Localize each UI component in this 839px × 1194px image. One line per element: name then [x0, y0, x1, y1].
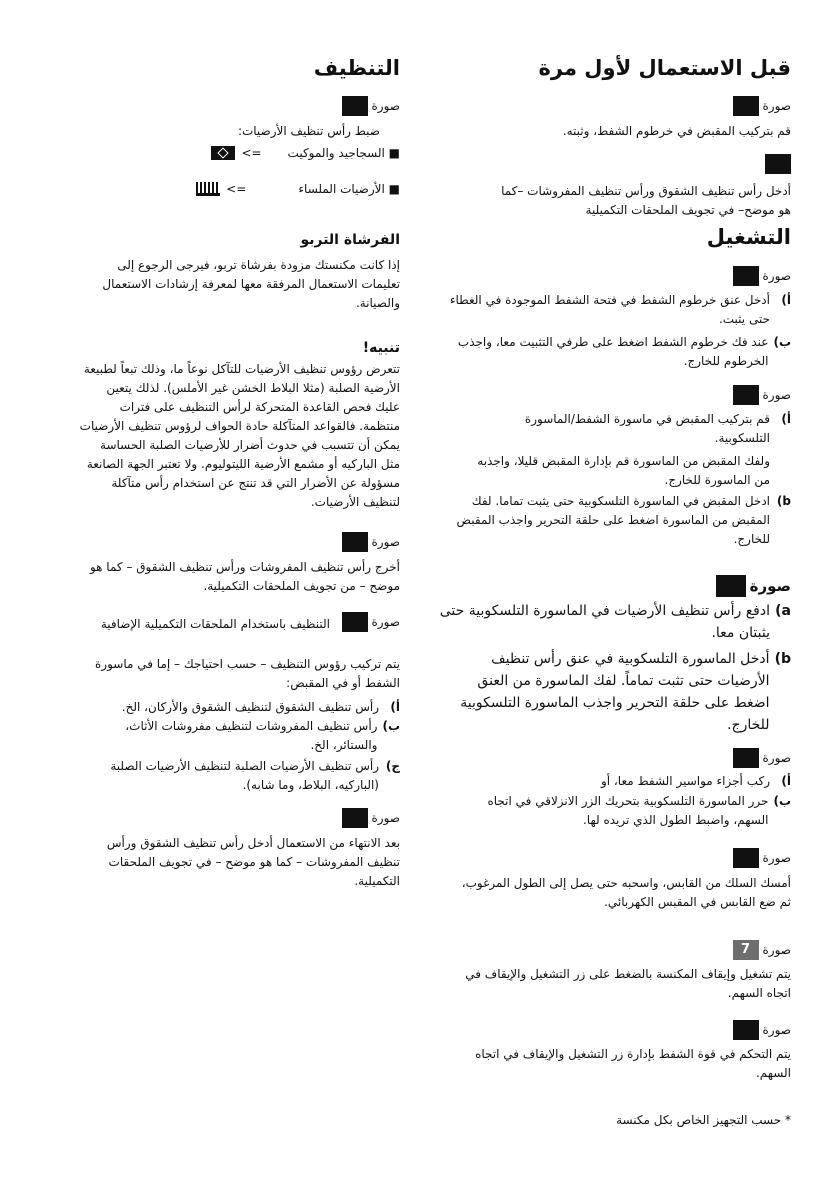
paragraph: تتعرض رؤوس تنظيف الأرضيات للتآكل نوعاً ما، وذلك تبعاً لطبيعة الأرضية الصلبة (مثلا البلاط الخشن غير الأملس). لذلك يتعين عليك فحص القاعدة المتحركة لرأس التنظيف على فترات منتظمة. فالقواعد المتآكلة حادة الحواف لرؤوس تنظيف الأرضيات يمكن أن تتسبب في حدوث أضرار للأرضيات الصلبة الحساسة مثل الباركيه أو مشمع الأرضية الليتوليوم. ولا تعتبر الجهة الصانعة مسؤولة عن الأضرار التي قد تنتج عن استخدام رأس متآكلة لتنظيف الأرضيات.: [79, 362, 400, 509]
figure-number-box: 7: [733, 940, 759, 960]
list-item: أ) ركب أجزاء مواسير الشفط معا، أو: [600, 774, 791, 788]
heading-turbo-brush: الفرشاة التربو: [300, 232, 400, 248]
figure-number-box: [733, 96, 759, 116]
list-item: أ) رأس تنظيف الشقوق لتنظيف الشقوق والأركان، الخ.: [121, 700, 400, 714]
list-item: أ) أدخل عنق خرطوم الشفط في فتحة الشفط الموجودة في الغطاء حتى يثبت.: [449, 293, 791, 326]
figure-label: صورة: [342, 532, 400, 552]
figure-number-box: [342, 532, 368, 552]
list-item: ب) حرر الماسورة التلسكوبية بتحريك الزر الانزلاقي في اتجاه السهم، واضبط الطول الذي تريده لها.: [487, 794, 791, 827]
figure-label: صورة: [716, 575, 791, 597]
figure-number-box: [733, 748, 759, 768]
figure-label: صورة: [733, 748, 791, 768]
figure-label: صورة: [733, 1020, 791, 1040]
paragraph: يتم تركيب رؤوس التنظيف – حسب احتياجك – إما في ماسورة الشفط أو في المقبض:: [95, 657, 400, 690]
list-item: b) أدخل الماسورة التلسكوبية في عنق رأس تنظيف الأرضيات حتى تثبت تماماً. لفك الماسورة من العنق اضغط على حلقة التحرير واجذب الماسورة التلسكوبية للخارج.: [460, 651, 791, 733]
figure-label: صورة: [733, 385, 791, 405]
figure-number-box: [342, 96, 368, 116]
paragraph: ضبط رأس تنظيف الأرضيات:: [237, 124, 380, 138]
figure-label: صورة: [342, 612, 400, 632]
paragraph: قم بتركيب المقبض في خرطوم الشفط، وثبته.: [562, 124, 791, 138]
figure-number-box: [716, 575, 746, 597]
smooth-floor-setting: ■ الأرضيات الملساء =>: [196, 182, 400, 196]
carpet-mode-icon: [211, 146, 235, 160]
smooth-floor-mode-icon: [196, 182, 220, 196]
heading-warning: تنبيه!: [362, 340, 400, 356]
heading-first-use: قبل الاستعمال لأول مرة: [538, 56, 791, 80]
paragraph: بعد الانتهاء من الاستعمال أدخل رأس تنظيف الشقوق ورأس تنظيف المفروشات – كما هو موضح – في تجويف الملحقات التكميلية.: [106, 836, 400, 888]
list-item: أ) قم بتركيب المقبض في ماسورة الشفط/الماسورة التلسكوبية.: [524, 412, 791, 445]
list-item: a) ادفع رأس تنظيف الأرضيات في الماسورة التلسكوبية حتى يثبتان معا.: [439, 603, 791, 641]
figure-number-box: [342, 612, 368, 632]
figure-number-box: [342, 808, 368, 828]
figure-number-box: [733, 848, 759, 868]
figure-number-box: [765, 154, 791, 174]
figure-label: صورة: [733, 96, 791, 116]
figure-label: صورة: [733, 848, 791, 868]
figure-number-box: [733, 385, 759, 405]
figure-label: صورة: [342, 96, 400, 116]
figure-label: صورة: [733, 266, 791, 286]
paragraph: التنظيف باستخدام الملحقات التكميلية الإضافية: [100, 617, 330, 631]
figure-label: صورة 7: [733, 940, 791, 960]
paragraph: أمسك السلك من القابس، واسحبه حتى يصل إلى الطول المرغوب، ثم ضع القابس في المقبس الكهربائي.: [461, 876, 791, 909]
heading-cleaning: التنظيف: [313, 56, 400, 80]
figure-label: صورة: [342, 808, 400, 828]
list-item: b) ادخل المقبض في الماسورة التلسكوبية حتى يثبت تماما. لفك المقبض من الماسورة اضغط على حلقة التحرير واجذب المقبض للخارج.: [456, 494, 791, 546]
paragraph: أخرج رأس تنظيف المفروشات ورأس تنظيف الشقوق – كما هو موضح – من تجويف الملحقات التكميلية.: [89, 560, 400, 593]
figure-number-box: [733, 1020, 759, 1040]
figure-number-box: [733, 266, 759, 286]
paragraph: يتم تشغيل وإيقاف المكنسة بالضغط على زر التشغيل والإيقاف في اتجاه السهم.: [465, 967, 791, 1000]
paragraph: يتم التحكم في قوة الشفط بإدارة زر التشغيل والإيقاف في اتجاه السهم.: [475, 1047, 791, 1080]
paragraph: ولفك المقبض من الماسورة قم بإدارة المقبض قليلا، واجذبه من الماسورة للخارج.: [477, 454, 770, 487]
list-item: ب) رأس تنظيف المفروشات لتنظيف مفروشات الأثاث، والستائر، الخ.: [125, 719, 400, 752]
heading-operation: التشغيل: [706, 225, 791, 249]
paragraph: إذا كانت مكنستك مزودة بفرشاة تربو، فيرجى الرجوع إلى تعليمات الاستعمال المرفقة معها لمعرفة إرشادات الاستعمال والصيانة.: [102, 258, 400, 310]
list-item: ج) رأس تنظيف الأرضيات الصلبة لتنظيف الأرضيات الصلبة (الباركيه، البلاط، وما شابه).: [110, 759, 400, 792]
list-item: ب) عند فك خرطوم الشفط اضغط على طرفي التثبيت معا، واجذب الخرطوم للخارج.: [457, 335, 791, 368]
carpet-setting: ■ السجاجيد والموكيت =>: [211, 146, 400, 160]
footnote: * حسب التجهيز الخاص بكل مكنسة: [616, 1113, 791, 1127]
paragraph: أدخل رأس تنظيف الشقوق ورأس تنظيف المفروشات –كما هو موضح– في تجويف الملحقات التكميلية: [501, 184, 791, 217]
